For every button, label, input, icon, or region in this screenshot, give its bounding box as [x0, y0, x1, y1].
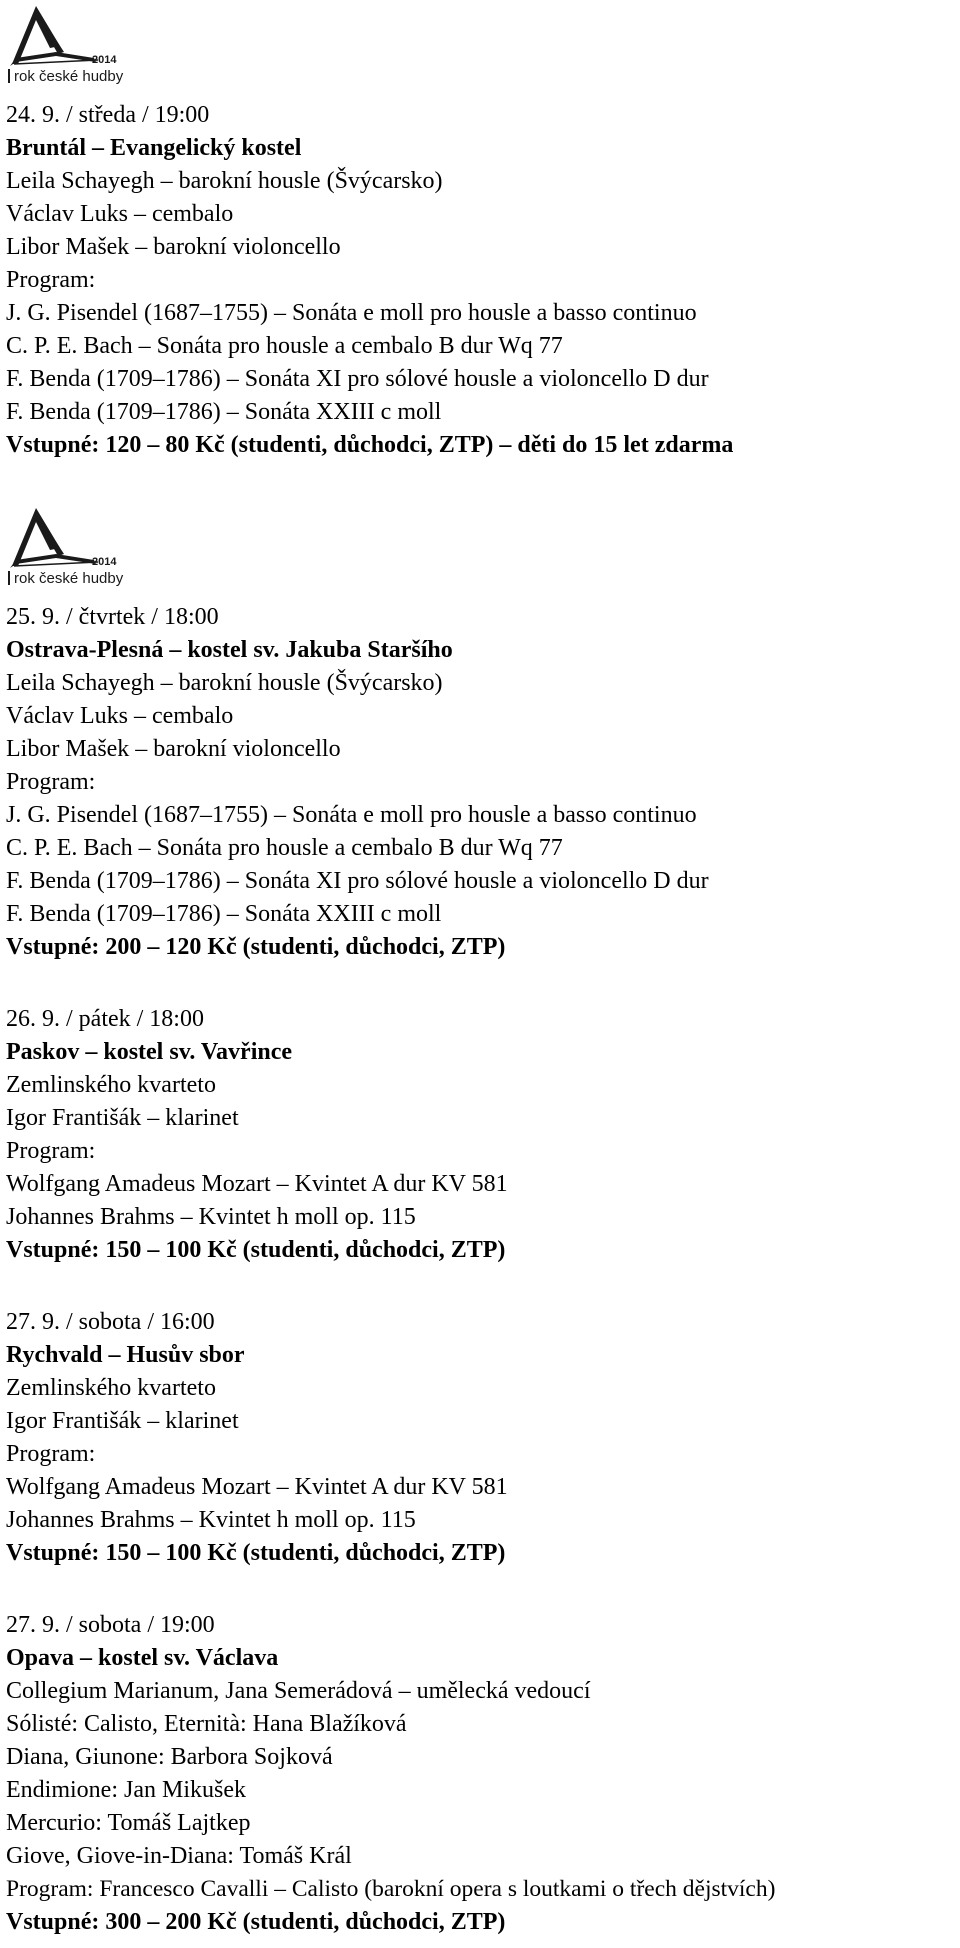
event-venue: Rychvald – Husův sbor: [6, 1342, 245, 1368]
performer-line: Diana, Giunone: Barbora Sojková: [6, 1744, 333, 1770]
performer-line: Sólisté: Calisto, Eternità: Hana Blažíková: [6, 1711, 407, 1737]
program-label: Program:: [6, 769, 96, 795]
program-item: F. Benda (1709–1786) – Sonáta XXIII c moll: [6, 399, 442, 425]
logo-text: rok české hudby: [14, 68, 124, 85]
performer-line: Václav Luks – cembalo: [6, 201, 234, 227]
program-item: Wolfgang Amadeus Mozart – Kvintet A dur KV 581: [6, 1474, 508, 1500]
logo-caption: [8, 570, 123, 588]
event-venue: Ostrava-Plesná – kostel sv. Jakuba Staršího: [6, 637, 453, 663]
performer-line: Collegium Marianum, Jana Semerádová – umělecká vedoucí: [6, 1678, 591, 1704]
program-item: J. G. Pisendel (1687–1755) – Sonáta e moll pro housle a basso continuo: [6, 300, 697, 326]
program-label: Program:: [6, 1138, 96, 1164]
program-item: F. Benda (1709–1786) – Sonáta XXIII c moll: [6, 901, 442, 927]
performer-line: Libor Mašek – barokní violoncello: [6, 736, 341, 762]
admission-price: Vstupné: 150 – 100 Kč (studenti, důchodci, ZTP): [6, 1540, 506, 1566]
program-item: J. G. Pisendel (1687–1755) – Sonáta e moll pro housle a basso continuo: [6, 802, 697, 828]
performer-line: Endimione: Jan Mikušek: [6, 1777, 246, 1803]
event-date: 26. 9. / pátek / 18:00: [6, 1006, 204, 1032]
logo-year: 2014: [92, 556, 117, 568]
program-label: Program:: [6, 267, 96, 293]
logo-caption: [8, 68, 123, 86]
admission-price: Vstupné: 200 – 120 Kč (studenti, důchodci, ZTP): [6, 934, 506, 960]
event-date: 25. 9. / čtvrtek / 18:00: [6, 604, 219, 630]
performer-line: Leila Schayegh – barokní housle (Švýcarsko): [6, 168, 443, 194]
admission-price: Vstupné: 150 – 100 Kč (studenti, důchodci, ZTP): [6, 1237, 506, 1263]
event-date: 27. 9. / sobota / 19:00: [6, 1612, 215, 1638]
logo-year: 2014: [92, 54, 117, 66]
program-inline: Program: Francesco Cavalli – Calisto (barokní opera s loutkami o třech dějstvích): [6, 1876, 776, 1902]
performer-line: Libor Mašek – barokní violoncello: [6, 234, 341, 260]
event-date: 27. 9. / sobota / 16:00: [6, 1309, 215, 1335]
program-item: Wolfgang Amadeus Mozart – Kvintet A dur KV 581: [6, 1171, 508, 1197]
program-item: C. P. E. Bach – Sonáta pro housle a cembalo B dur Wq 77: [6, 835, 563, 861]
admission-price: Vstupné: 120 – 80 Kč (studenti, důchodci, ZTP) – děti do 15 let zdarma: [6, 432, 734, 458]
program-item: Johannes Brahms – Kvintet h moll op. 115: [6, 1204, 416, 1230]
performer-line: Zemlinského kvarteto: [6, 1375, 216, 1401]
program-item: F. Benda (1709–1786) – Sonáta XI pro sólové housle a violoncello D dur: [6, 868, 709, 894]
performer-line: Igor Františák – klarinet: [6, 1105, 239, 1131]
event-venue: Paskov – kostel sv. Vavřince: [6, 1039, 293, 1065]
performer-line: Zemlinského kvarteto: [6, 1072, 216, 1098]
performer-line: Giove, Giove-in-Diana: Tomáš Král: [6, 1843, 352, 1869]
performer-line: Václav Luks – cembalo: [6, 703, 234, 729]
program-item: Johannes Brahms – Kvintet h moll op. 115: [6, 1507, 416, 1533]
performer-line: Igor Františák – klarinet: [6, 1408, 239, 1434]
program-item: C. P. E. Bach – Sonáta pro housle a cembalo B dur Wq 77: [6, 333, 563, 359]
program-item: F. Benda (1709–1786) – Sonáta XI pro sólové housle a violoncello D dur: [6, 366, 709, 392]
program-label: Program:: [6, 1441, 96, 1467]
logo-text: rok české hudby: [14, 570, 124, 587]
performer-line: Leila Schayegh – barokní housle (Švýcarsko): [6, 670, 443, 696]
performer-line: Mercurio: Tomáš Lajtkep: [6, 1810, 251, 1836]
event-venue: Opava – kostel sv. Václava: [6, 1645, 279, 1671]
event-date: 24. 9. / středa / 19:00: [6, 102, 210, 128]
admission-price: Vstupné: 300 – 200 Kč (studenti, důchodci, ZTP): [6, 1909, 506, 1935]
event-venue: Bruntál – Evangelický kostel: [6, 135, 302, 161]
